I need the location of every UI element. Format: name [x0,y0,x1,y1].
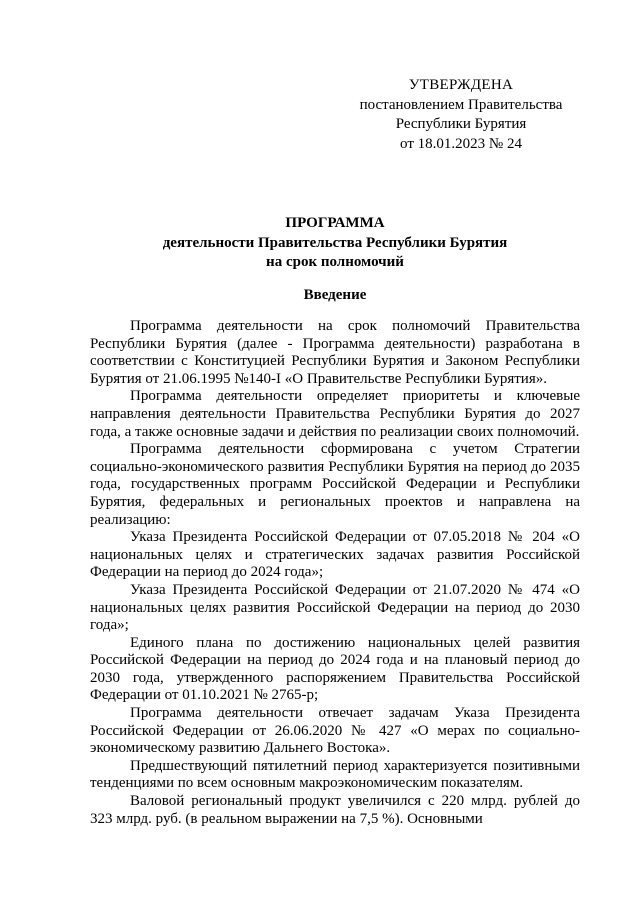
approval-line-3: от 18.01.2023 № 24 [400,135,522,152]
paragraph: Программа деятельности определяет приоритеты и ключевые направления деятельности Правительства Республики Бурятия до 2027 года, а также основные задачи и действия по реализации своих полномочий. [90,388,580,440]
paragraph: Указа Президента Российской Федерации от 07.05.2018 № 204 «О национальных целях и стратегических задачах развития Российской Федерации на период до 2024 года»; [90,529,580,581]
paragraph: Единого плана по достижению национальных целей развития Российской Федерации на период до 2024 года и на плановый период до 2030 года, утвержденного распоряжением Правительства Российской Федерации от 01.10.2021 № 2765-р; [90,634,580,704]
approval-status: УТВЕРЖДЕНА [408,77,514,93]
title-line-3: на срок полномочий [266,254,404,270]
title-line-1: ПРОГРАММА [285,215,385,231]
paragraph: Программа деятельности на срок полномочий Правительства Республики Бурятия (далее - Программа деятельности) разработана в соответствии с Конституцией Республики Бурятия и Законом Республики Бурятия от 21.06.1995 №140-I «О Правительстве Республики Бурятия». [90,318,580,387]
paragraph: Программа деятельности сформирована с учетом Стратегии социально-экономического развития Республики Бурятия на период до 2035 года, государственных программ Российской Федерации и Республики Бурятия, федеральных и региональных проектов и направлена на реализацию: [90,441,580,528]
paragraph: Валовой региональный продукт увеличился с 220 млрд. рублей до 323 млрд. руб. (в реальном выражении на 7,5 %). Основными [90,793,580,827]
paragraph: Программа деятельности отвечает задачам Указа Президента Российской Федерации от 26.06.2020 № 427 «О мерах по социально-экономическому развитию Дальнего Востока». [90,705,580,757]
approval-stamp [345,76,577,154]
document-title [90,214,580,273]
approval-line-1: постановлением Правительства [359,96,563,113]
paragraph: Указа Президента Российской Федерации от 21.07.2020 № 474 «О национальных целях развития Российской Федерации на период до 2030 года»; [90,581,580,634]
paragraph: Предшествующий пятилетний период характеризуется позитивными тенденциями по всем основным макроэкономическим показателям. [90,757,580,792]
title-line-2: деятельности Правительства Республики Бурятия [162,234,508,251]
approval-line-2: Республики Бурятия [395,116,527,132]
document-body [90,318,580,828]
section-heading-introduction: Введение [303,287,367,303]
